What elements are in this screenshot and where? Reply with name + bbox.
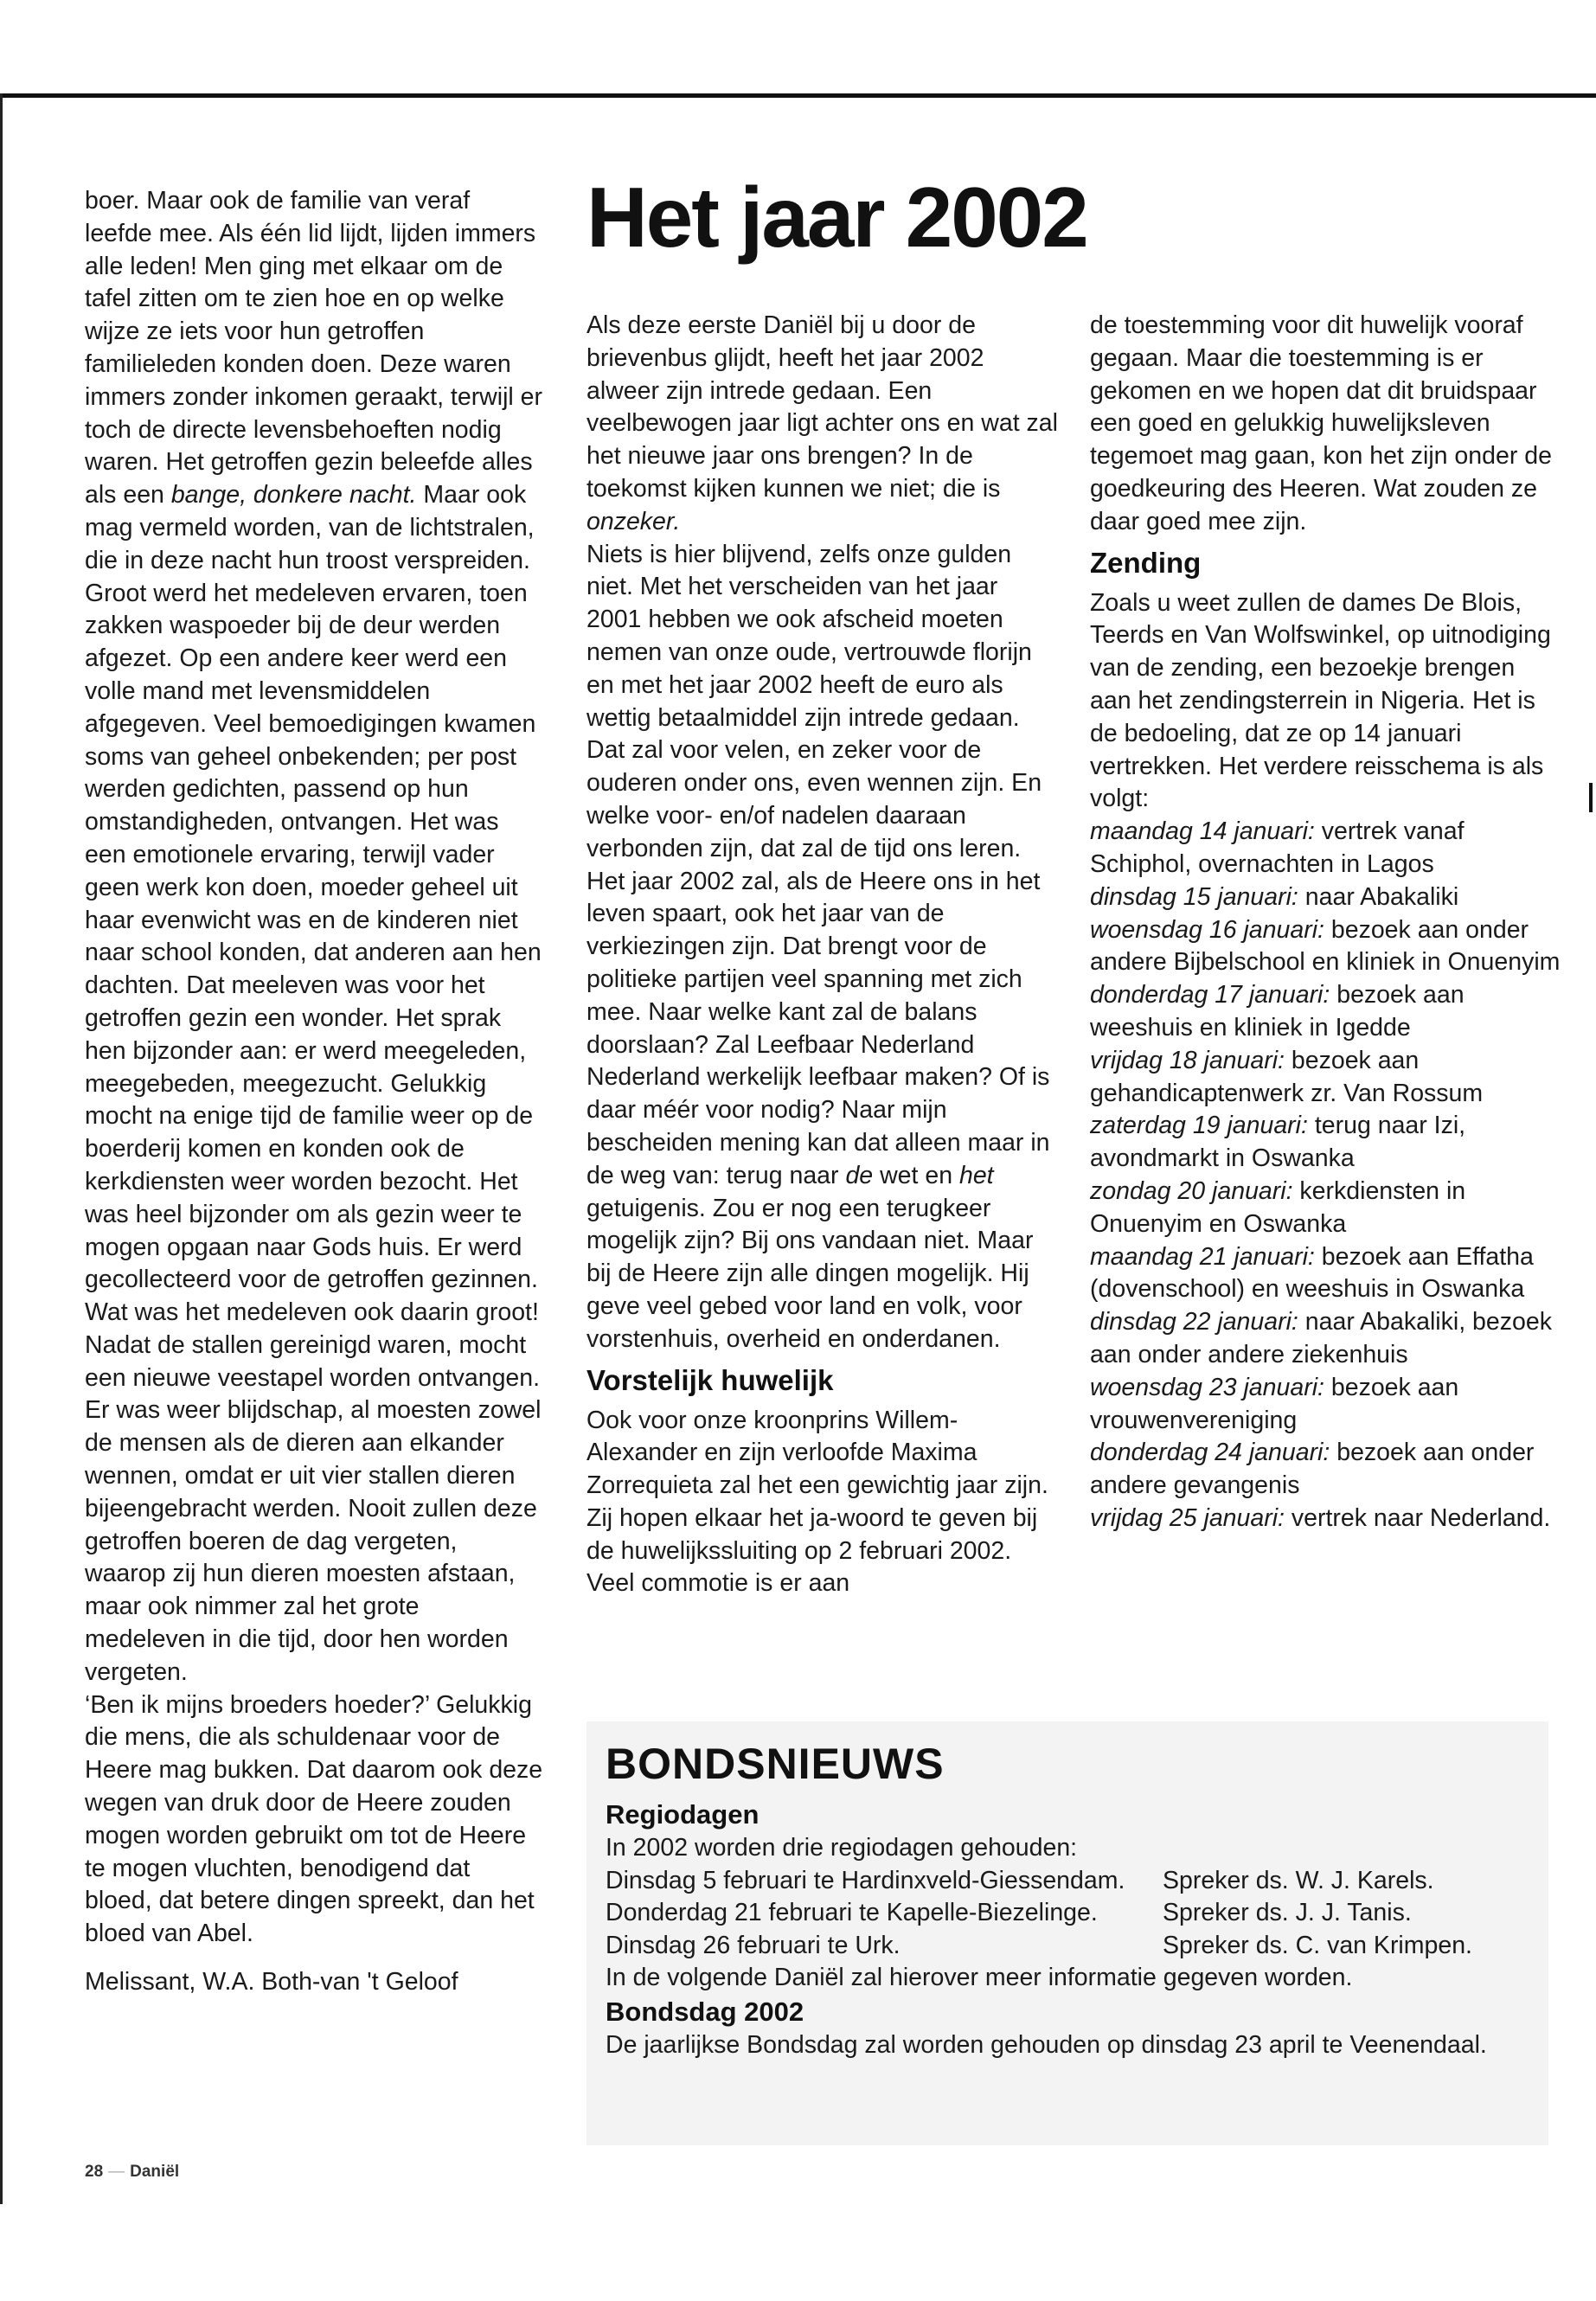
schedule-item (1090, 881, 1561, 914)
heading-bondsdag: Bondsdag 2002 (606, 1996, 804, 2027)
regiodag-row (606, 1865, 1529, 1898)
schedule-day: woensdag 16 januari: (1090, 915, 1324, 944)
footer-separator: — (108, 2163, 125, 2181)
schedule-day: maandag 21 januari: (1090, 1242, 1315, 1271)
middle-paragraph-3: Ook voor onze kroonprins Willem-Alexander en zijn verloofde Maxima Zorrequieta zal het een gewichtig jaar zijn. Zij hopen elkaar het ja-woord te geven bij de huwelijkssluiting op 2 februari 2002. Veel commotie is er aan (586, 1406, 1048, 1598)
bondsdag-text: De jaarlijkse Bondsdag zal worden gehouden op dinsdag 23 april te Veenendaal. (606, 2030, 1487, 2059)
heading-vorstelijk-huwelijk: Vorstelijk huwelijk (586, 1363, 834, 1396)
schedule-item (1090, 1306, 1561, 1372)
regiodag-date: Dinsdag 5 februari te Hardinxveld-Giessendam. (606, 1866, 1125, 1894)
regiodag-date: Dinsdag 26 februari te Urk. (606, 1931, 901, 1959)
schedule-text: bezoek aan gehandicaptenwerk zr. Van Rossum (1090, 1046, 1484, 1107)
text-run: Nadat de stallen gereinigd waren, mocht een nieuwe veestapel worden ontvangen. Er was weer blijdschap, al moesten zowel de mensen als de dieren aan elkander wennen, omdat er uit vier stallen dieren bijeengebracht werden. Nooit zullen deze getroffen boeren de dag vergeten, waarop zij hun dieren moesten afstaan, maar ook nimmer zal het grote medeleven in die tijd, door hen worden vergeten. (85, 1330, 542, 1686)
text-run: ‘Ben ik mijns broeders hoeder?’ Gelukkig die mens, die als schuldenaar voor de Heere mag bukken. Dat daarom ook deze wegen van druk door de Heere zouden mogen worden gebruikt om tot de Heere te mogen vluchten, benodigend dat bloed, dat betere dingen spreekt, dan het bloed van Abel. (85, 1690, 543, 1948)
schedule-text: naar Abakaliki (1298, 882, 1459, 911)
schedule-day: woensdag 23 januari: (1090, 1373, 1324, 1401)
regiodagen-intro: In 2002 worden drie regiodagen gehouden: (606, 1834, 1078, 1862)
schedule-item (1090, 979, 1561, 1045)
schedule-text: bezoek aan onder andere Bijbelschool en kliniek in Onuenyim (1090, 915, 1561, 977)
text-run: boer. Maar ook de familie van veraf leefde mee. Als één lid lijdt, lijden immers alle leden! Men ging met elkaar om de tafel zitten om te zien hoe en op welke wijze ze iets voor hun getroffen familieleden konden doen. Deze waren immers zonder inkomen geraakt, terwijl er toch de directe levensbehoeften nodig waren. Het getroffen gezin beleefde alles als een (85, 187, 543, 510)
text-run: wet en (873, 1161, 959, 1189)
heading-regiodagen: Regiodagen (606, 1799, 760, 1830)
schedule-day: donderdag 24 januari: (1090, 1439, 1330, 1467)
schedule-day: dinsdag 15 januari: (1090, 882, 1298, 911)
schedule-text: bezoek aan weeshuis en kliniek in Igedde (1090, 981, 1465, 1042)
regiodag-row (606, 1897, 1529, 1930)
text-run: Niets is hier blijvend, zelfs onze gulden niet. Met het verscheiden van het jaar 2001 hebben we ook afscheid moeten nemen van onze oude, vertrouwde florijn en met het jaar 2002 heeft de euro als wettig betaalmiddel zijn intrede gedaan. Dat zal voor velen, en zeker voor de ouderen onder ons, even wennen zijn. En welke voor- en/of nadelen daaraan verbonden zijn, dat zal de tijd ons leren. Het jaar 2002 zal, als de Heere ons in het leven spaart, ook het jaar van de verkiezingen zijn. Dat brengt voor de politieke partijen veel spanning met zich mee. Naar welke kant zal de balans doorslaan? Zal Leefbaar Nederland Nederland werkelijk leefbaar maken? Of is daar méér voor nodig? Naar mijn bescheiden mening kan dat alleen maar in de weg van: terug naar (586, 540, 1050, 1189)
schedule-text: bezoek aan onder andere gevangenis (1090, 1439, 1535, 1500)
signature: Melissant, W.A. Both-van 't Geloof (85, 1968, 458, 1997)
text-run: Maar ook mag vermeld worden, van de lichtstralen, die in deze nacht hun troost verspreiden. (85, 481, 535, 574)
page-footer (85, 2163, 179, 2182)
text-run: Als deze eerste Daniël bij u door de brievenbus glijdt, heeft het jaar 2002 alweer zijn intrede gedaan. Een veelbewogen jaar ligt achter ons en wat zal het nieuwe jaar ons brengen? In de toekomst kijken kunnen we niet; die is (586, 311, 1058, 503)
schedule-item (1090, 1503, 1561, 1535)
schedule-list (1090, 816, 1561, 1535)
left-paragraph-2 (85, 578, 543, 1330)
regiodagen-note: In de volgende Daniël zal hierover meer informatie gegeven worden. (606, 1964, 1353, 1991)
bondsnieuws-box (586, 1721, 1548, 2145)
schedule-text: bezoek aan vrouwenvereniging (1090, 1373, 1459, 1434)
schedule-day: dinsdag 22 januari: (1090, 1308, 1298, 1336)
schedule-item (1090, 914, 1561, 980)
schedule-day: zondag 20 januari: (1090, 1176, 1293, 1205)
left-column (85, 185, 543, 1999)
schedule-item (1090, 1241, 1561, 1307)
bondsnieuws-title: BONDSNIEUWS (606, 1740, 945, 1788)
emphasis-text: het (958, 1161, 994, 1189)
schedule-item (1090, 1110, 1561, 1176)
middle-paragraph-1 (586, 310, 1058, 539)
middle-column (586, 310, 1058, 1600)
left-paragraph-1 (85, 185, 543, 578)
schedule-day: donderdag 17 januari: (1090, 981, 1330, 1009)
schedule-day: vrijdag 25 januari: (1090, 1503, 1285, 1532)
left-paragraph-3 (85, 1330, 543, 1689)
text-run: Groot werd het medeleven ervaren, toen zakken waspoeder bij de deur werden afgezet. Op een andere keer werd een volle mand met levensmiddelen afgegeven. Veel bemoedigingen kwamen soms van geheel onbekenden; per post werden gedichten, passend op hun omstandigheden, ontvangen. Het was een emotionele ervaring, terwijl vader geen werk kon doen, moeder geheel uit haar evenwicht was en de kinderen niet naar school konden, dat anderen aan hen dachten. Dat meeleven was voor het getroffen gezin een wonder. Het sprak hen bijzonder aan: er werd meegeleden, meegebeden, meegezucht. Gelukkig mocht na enige tijd de familie weer op de boerderij komen en konden ook de kerkdiensten weer worden bezocht. Het was heel bijzonder om als gezin weer te mogen opgaan naar Gods huis. Er werd gecollecteerd voor de getroffen gezinnen. Wat was het medeleven ook daarin groot! (85, 579, 542, 1327)
zending-intro: Zoals u weet zullen de dames De Blois, Teerds en Van Wolfswinkel, op uitnodiging van de zending, een bezoekje brengen aan het zendingsterrein in Nigeria. Het is de bedoeling, dat ze op 14 januari vertrekken. Het verdere reisschema is als volgt: (1090, 588, 1551, 813)
page-number: 28 (85, 2163, 104, 2181)
schedule-item (1090, 1372, 1561, 1438)
schedule-day: vrijdag 18 januari: (1090, 1046, 1285, 1074)
schedule-text: bezoek aan Effatha (dovenschool) en weeshuis in Oswanka (1090, 1242, 1534, 1304)
left-edge-rule (0, 93, 3, 2204)
edge-mark (1589, 783, 1593, 812)
magazine-name: Daniël (130, 2163, 180, 2181)
schedule-text: terug naar Izi, avondmarkt in Oswanka (1090, 1112, 1466, 1173)
emphasis-text: onzeker. (586, 507, 681, 535)
schedule-text: kerkdiensten in Onuenyim en Oswanka (1090, 1176, 1466, 1238)
schedule-item (1090, 1176, 1561, 1241)
schedule-item (1090, 816, 1561, 881)
right-paragraph-1: de toestemming voor dit huwelijk vooraf gegaan. Maar die toestemming is er gekomen en we hopen dat dit bruidspaar een goed en gelukkig huwelijksleven tegemoet mag gaan, kon het zijn onder de goedkeuring des Heeren. Wat zouden ze daar goed mee zijn. (1090, 311, 1552, 535)
emphasis-text: bange, donkere nacht. (170, 481, 417, 510)
regiodag-row (606, 1930, 1529, 1963)
top-rule (0, 93, 1596, 98)
left-paragraph-4 (85, 1689, 543, 1951)
schedule-day: zaterdag 19 januari: (1090, 1112, 1308, 1140)
schedule-text: vertrek vanaf Schiphol, overnachten in Lagos (1090, 817, 1465, 878)
emphasis-text: de (845, 1161, 874, 1189)
schedule-item (1090, 1045, 1561, 1111)
article-title: Het jaar 2002 (586, 170, 1087, 265)
text-run: getuigenis. Zou er nog een terugkeer mogelijk zijn? Bij ons vandaan niet. Maar bij de Heere zijn alle dingen mogelijk. Hij geve veel gebed voor land en volk, voor vorstenhuis, overheid en onderdanen. (586, 1194, 1034, 1353)
regiodag-speaker: Spreker ds. J. J. Tanis. (1163, 1899, 1412, 1926)
schedule-day: maandag 14 januari: (1090, 817, 1315, 846)
middle-paragraph-2 (586, 539, 1058, 1356)
right-column (1090, 310, 1561, 1535)
regiodag-date: Donderdag 21 februari te Kapelle-Biezelinge. (606, 1899, 1098, 1926)
schedule-item (1090, 1437, 1561, 1503)
schedule-text: naar Abakaliki, bezoek aan onder andere ziekenhuis (1090, 1308, 1552, 1368)
schedule-text: vertrek naar Nederland. (1284, 1503, 1551, 1532)
regiodag-speaker: Spreker ds. W. J. Karels. (1163, 1866, 1434, 1894)
regiodag-speaker: Spreker ds. C. van Krimpen. (1163, 1931, 1472, 1959)
heading-zending: Zending (1090, 546, 1202, 579)
